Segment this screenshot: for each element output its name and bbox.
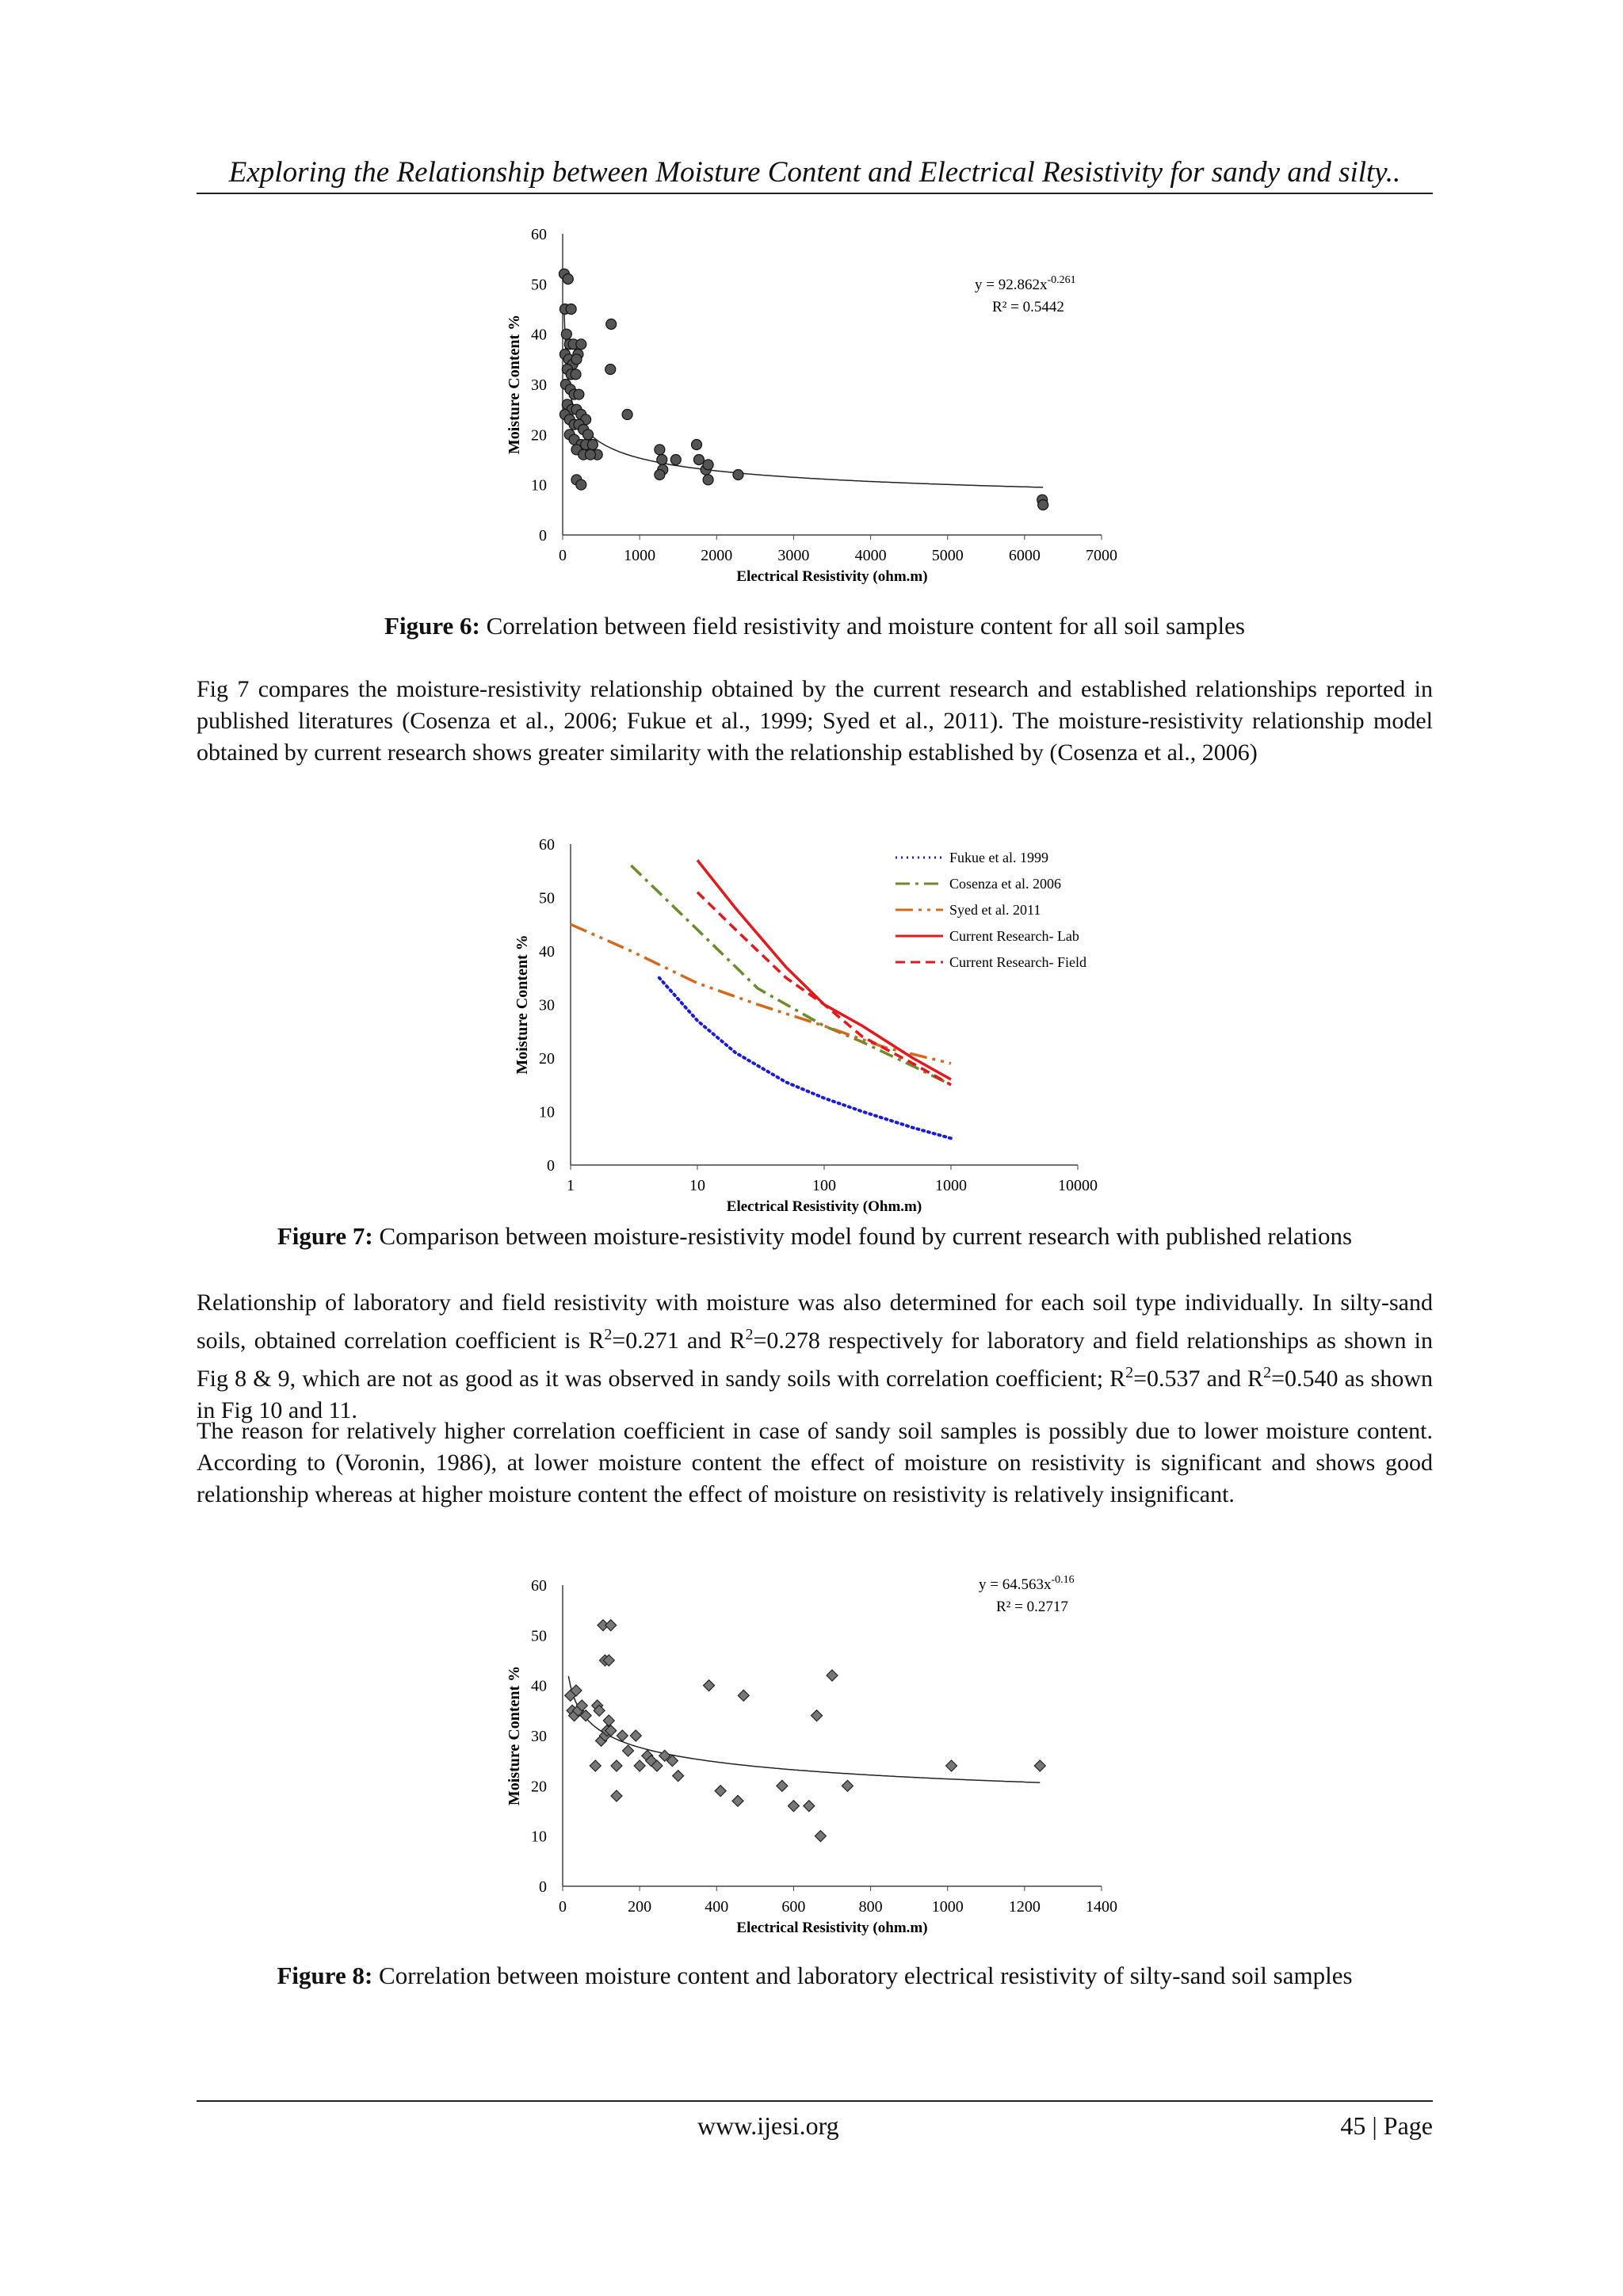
figure-6-caption [197,612,1433,640]
y-tick-label: 30 [539,996,555,1014]
y-axis-title: Moisture Content % [506,314,523,455]
paragraph-3: The reason for relatively higher correlation coefficient in case of sandy soil samples is possibly due to lower moisture content. According to (Voronin, 1986), at lower moisture content the effect of moisture on resistivity is significant and shows good relationship whereas at higher moisture content the effect of moisture on resistivity is relatively insignificant. [197,1418,1433,1507]
data-point [715,1786,726,1797]
series-line [659,978,951,1139]
x-tick-label: 400 [705,1898,729,1916]
header-rule [197,193,1433,194]
y-axis-title: Moisture Content % [514,934,531,1075]
x-axis-title: Electrical Resistivity (Ohm.m) [726,1198,922,1215]
y-tick-label: 50 [531,276,547,294]
x-tick-label: 1000 [935,1177,967,1194]
y-tick-label: 30 [531,376,547,394]
paragraph-1: Fig 7 compares the moisture-resistivity relationship obtained by the current research and established relationships reported in published literatures (Cosenza et al., 2006; Fukue et al., 1999; Syed et al., 2011). The moisture-resistivity relationship model obtained by current research shows greater similarity with the relationship established by (Cosenza et al., 2006) [197,676,1433,766]
data-point [587,440,598,450]
data-point [812,1710,823,1721]
data-point [827,1670,838,1681]
data-point [842,1780,853,1791]
trend-equation: $y = 92.862x^{-0.261}$ [975,274,1076,293]
data-point [563,274,573,285]
y-tick-label: 20 [531,1778,547,1796]
legend-label: Current Research- Lab [949,928,1079,944]
x-tick-label: 1 [567,1177,575,1194]
data-point [1038,500,1048,510]
y-tick-label: 0 [539,527,547,544]
x-tick-label: 4000 [854,547,887,564]
y-axis-title: Moisture Content % [506,1665,523,1806]
x-tick-label: 1200 [1008,1898,1041,1916]
figure-6-label: Figure 6: [384,612,480,640]
footer-url: www.ijesi.org [697,2111,839,2140]
x-tick-label: 10000 [1058,1177,1098,1194]
x-tick-label: 1000 [624,547,656,564]
data-point [583,430,594,440]
x-tick-label: 200 [628,1898,652,1916]
footer-rule [197,2100,1433,2102]
data-point [605,365,616,375]
x-tick-label: 800 [858,1898,883,1916]
data-point [657,455,667,465]
figure-8-caption [197,1962,1433,1990]
data-point [623,1745,634,1756]
x-axis-title: Electrical Resistivity (ohm.m) [736,568,928,585]
x-tick-label: 5000 [931,547,964,564]
data-point [655,445,665,455]
data-point [693,455,704,465]
data-point [585,449,595,460]
y-tick-label: 40 [531,326,547,344]
trend-equation: $y = 64.563x^{-0.16}$ [979,1574,1075,1593]
data-point [946,1760,957,1771]
data-point [692,440,702,450]
data-point [804,1801,815,1812]
data-point [605,1620,617,1631]
data-point [571,369,581,380]
footer-page-number: 45 | Page [1340,2111,1433,2140]
data-point [561,329,571,339]
series-line [697,860,951,1079]
series-line [571,924,951,1064]
y-tick-label: 60 [531,1577,547,1595]
data-point [733,470,743,480]
data-point [732,1795,743,1806]
data-point [603,1715,614,1726]
x-tick-label: 7000 [1086,547,1117,564]
figure-7-chart [483,824,1181,1228]
data-point [634,1760,645,1771]
y-tick-label: 30 [531,1728,547,1745]
legend-label: Current Research- Field [949,954,1086,970]
data-point [622,410,632,420]
x-tick-label: 0 [559,547,567,564]
y-tick-label: 50 [531,1627,547,1645]
data-point [611,1760,622,1771]
y-tick-label: 40 [531,1677,547,1695]
x-tick-label: 2000 [701,547,733,564]
x-tick-label: 600 [781,1898,806,1916]
data-point [738,1690,749,1701]
y-tick-label: 40 [539,943,555,961]
data-point [788,1801,799,1812]
trendline [564,305,1044,487]
figure-7-caption [197,1222,1433,1251]
x-axis-title: Electrical Resistivity (ohm.m) [736,1920,928,1936]
data-point [590,1760,601,1771]
data-point [566,304,576,315]
figure-8-caption-text: Correlation between moisture content and laboratory electrical resistivity of silty-sand soil samples [372,1962,1353,1989]
data-point [576,339,586,350]
data-point [673,1771,684,1782]
r-squared-label: R² = 0.5442 [992,299,1064,315]
figure-7-label: Figure 7: [277,1222,373,1250]
data-point [571,354,582,365]
y-tick-label: 20 [531,426,547,445]
legend-label: Fukue et al. 1999 [949,850,1048,865]
data-point [815,1831,826,1842]
x-tick-label: 1000 [931,1898,964,1916]
x-tick-label: 3000 [777,547,810,564]
data-point [630,1730,641,1741]
figure-8-chart [483,1565,1181,1954]
y-tick-label: 60 [539,836,555,854]
y-tick-label: 20 [539,1050,555,1068]
figure-6-chart [483,214,1181,602]
y-tick-label: 0 [539,1878,547,1896]
y-tick-label: 10 [531,1828,547,1846]
y-tick-label: 0 [547,1157,555,1175]
legend-label: Cosenza et al. 2006 [949,876,1061,892]
data-point [606,319,617,330]
data-point [703,475,713,485]
data-point [704,1680,715,1691]
series-line [697,892,951,1085]
x-tick-label: 6000 [1008,547,1041,564]
y-tick-label: 10 [531,476,547,495]
figure-6-caption-text: Correlation between field resistivity and moisture content for all soil samples [479,612,1245,640]
running-header: Exploring the Relationship between Moisture Content and Electrical Resistivity for sandy and silty.. [228,156,1401,189]
r-squared-label: R² = 0.2717 [996,1599,1068,1615]
data-point [611,1790,622,1801]
legend-label: Syed et al. 2011 [949,902,1041,918]
data-point [574,389,584,399]
data-point [655,470,665,480]
data-point [576,479,586,490]
data-point [1034,1760,1045,1771]
data-point [670,455,681,465]
y-tick-label: 10 [539,1103,555,1121]
data-point [777,1780,788,1791]
figure-8-label: Figure 8: [277,1962,373,1989]
data-point [703,460,713,470]
y-tick-label: 60 [531,226,547,243]
y-tick-label: 50 [539,889,555,907]
x-tick-label: 0 [559,1898,567,1916]
x-tick-label: 1400 [1086,1898,1117,1916]
figure-7-caption-text: Comparison between moisture-resistivity model found by current research with published relations [372,1222,1353,1250]
paragraph-2: Relationship of laboratory and field resistivity with moisture was also determined for each soil type individually. In silty-sand soils, obtained correlation coefficient is $R^2=0.271$ and $R^2=0.278$ respectively for laboratory and field relationships as shown in Fig 8 & 9, which are not as good as it was observed in sandy soils with correlation coefficient; $R^2=0.537$ and $R^2=0.540$ as shown in Fig 10 and 11. [197,1289,1434,1423]
x-tick-label: 10 [689,1177,705,1194]
x-tick-label: 100 [812,1177,836,1194]
